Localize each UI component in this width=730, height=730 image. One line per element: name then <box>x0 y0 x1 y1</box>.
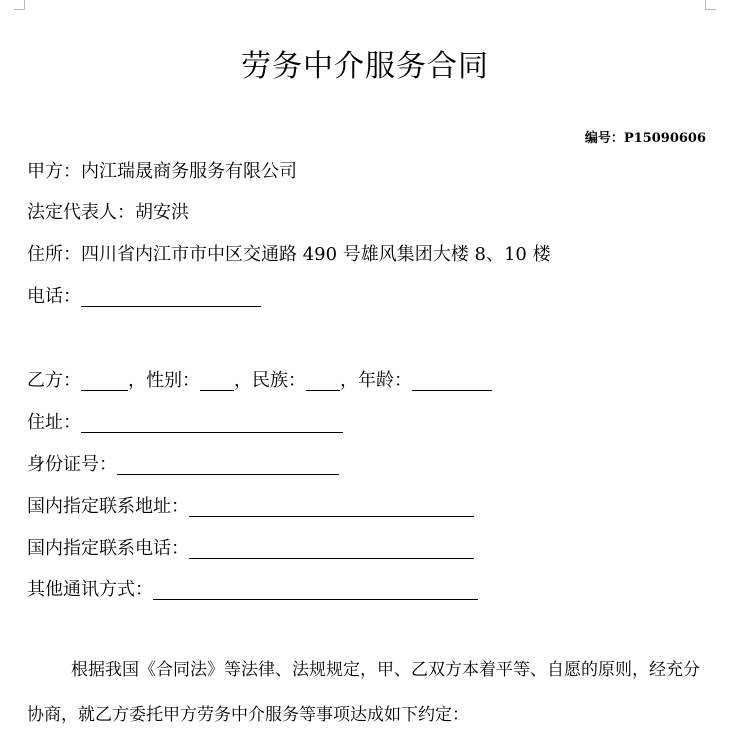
party-b-domestic-address-blank[interactable] <box>189 498 474 517</box>
party-a-rep-line <box>27 201 189 225</box>
party-b-id-label: 身份证号： <box>27 454 117 475</box>
party-b-other-contact-blank[interactable] <box>153 581 478 600</box>
party-a-name-value: 内江瑞晟商务服务有限公司 <box>81 161 297 182</box>
party-a-name-line <box>27 160 297 184</box>
party-b-domestic-address-line <box>27 495 474 519</box>
party-a-phone-blank[interactable] <box>81 288 261 307</box>
party-b-age-blank[interactable] <box>412 372 492 391</box>
party-a-address-value: 四川省内江市市中区交通路 490 号雄风集团大楼 8、10 楼 <box>81 244 551 265</box>
party-b-domestic-phone-line <box>27 537 474 561</box>
party-b-name-line <box>27 369 492 393</box>
party-b-ethnicity-label: ，民族： <box>234 370 306 391</box>
party-b-age-label: ，年龄： <box>340 370 412 391</box>
party-b-address-blank[interactable] <box>81 414 343 433</box>
party-b-ethnicity-blank[interactable] <box>306 372 340 391</box>
party-b-id-blank[interactable] <box>117 456 339 475</box>
intro-paragraph-line-2: 协商，就乙方委托甲方劳务中介服务等事项达成如下约定： <box>27 705 469 725</box>
party-b-address-label: 住址： <box>27 412 81 433</box>
page-corner-mark <box>705 0 716 10</box>
party-b-other-contact-label: 其他通讯方式： <box>27 579 153 600</box>
party-a-rep-value: 胡安洪 <box>135 202 189 223</box>
party-a-rep-label: 法定代表人： <box>27 202 135 223</box>
party-b-domestic-phone-blank[interactable] <box>189 540 474 559</box>
party-b-address-line <box>27 411 343 435</box>
party-b-name-blank[interactable] <box>81 372 128 391</box>
party-b-other-contact-line <box>27 578 478 602</box>
intro-paragraph-line-1: 根据我国《合同法》等法律、法规规定，甲、乙双方本着平等、自愿的原则，经充分 <box>71 660 700 680</box>
party-a-address-label: 住所： <box>27 244 81 265</box>
page-corner-mark <box>14 0 25 10</box>
party-a-address-line <box>27 243 551 267</box>
party-a-phone-label: 电话： <box>27 286 81 307</box>
party-b-name-label: 乙方： <box>27 370 81 391</box>
party-b-id-line <box>27 453 339 477</box>
party-b-domestic-phone-label: 国内指定联系电话： <box>27 538 189 559</box>
party-a-phone-line <box>27 285 261 309</box>
party-b-gender-label: ，性别： <box>128 370 200 391</box>
contract-number: 编号：P15090606 <box>584 131 706 146</box>
party-b-domestic-address-label: 国内指定联系地址： <box>27 496 189 517</box>
document-title: 劳务中介服务合同 <box>241 49 489 84</box>
party-a-name-label: 甲方： <box>27 161 81 182</box>
party-b-gender-blank[interactable] <box>200 372 234 391</box>
